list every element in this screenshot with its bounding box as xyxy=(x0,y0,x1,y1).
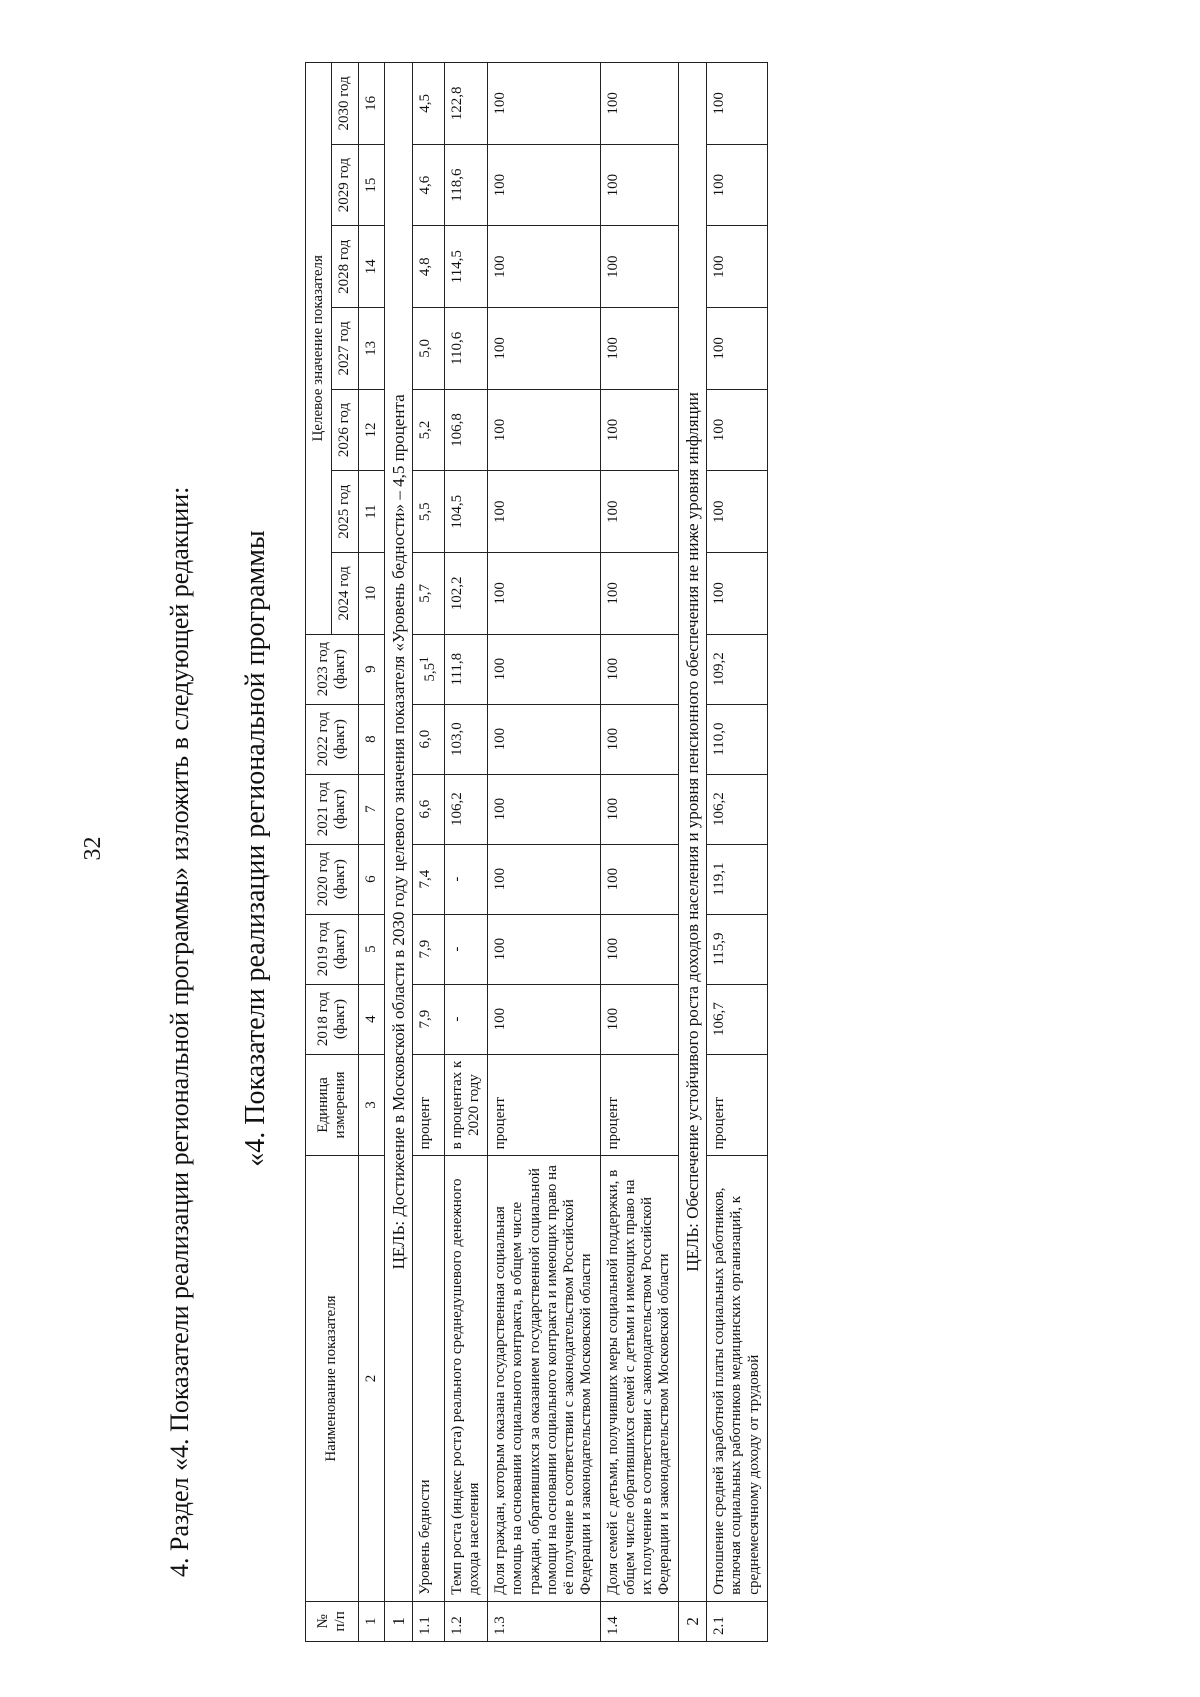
cell-2026: 100 xyxy=(488,389,601,471)
cell-2022: 103,0 xyxy=(444,704,488,774)
cell-2023 xyxy=(413,634,444,704)
cell-2027: 100 xyxy=(488,308,601,390)
cell-2024: 100 xyxy=(707,553,768,635)
footnote-marker: 1 xyxy=(417,656,432,663)
section-title: «4. Показатели реализации региональной программы xyxy=(240,530,271,1167)
cell-2020: 119,1 xyxy=(707,844,768,914)
cell-2029: 4,6 xyxy=(413,144,444,226)
cell-2025: 104,5 xyxy=(444,471,488,553)
header-num: № п/п xyxy=(306,1601,359,1641)
cell-2030: 100 xyxy=(600,63,678,145)
intro-paragraph: 4. Раздел «4. Показатели реализации региональной программы» изложить в следующей редакции: xyxy=(165,486,194,1577)
cell-2028: 114,5 xyxy=(444,226,488,308)
row-num: 1.1 xyxy=(413,1601,444,1641)
table-row xyxy=(413,63,444,1642)
cell-2020: - xyxy=(444,844,488,914)
cell-2027: 110,6 xyxy=(444,308,488,390)
header-2025: 2025 год xyxy=(332,471,358,553)
colnum: 12 xyxy=(358,389,384,471)
cell-2021: 100 xyxy=(488,774,601,844)
cell-2026: 100 xyxy=(707,389,768,471)
cell-2020: 7,4 xyxy=(413,844,444,914)
header-2023: 2023 год (факт) xyxy=(306,634,359,704)
row-num: 1.3 xyxy=(488,1601,601,1641)
cell-2022: 100 xyxy=(488,704,601,774)
colnum: 16 xyxy=(358,63,384,145)
cell-2025: 100 xyxy=(600,471,678,553)
cell-2018: 106,7 xyxy=(707,984,768,1054)
cell-2018: - xyxy=(444,984,488,1054)
cell-2024: 5,7 xyxy=(413,553,444,635)
colnum: 11 xyxy=(358,471,384,553)
row-name: Уровень бедности xyxy=(413,1156,444,1601)
cell-2020: 100 xyxy=(600,844,678,914)
colnum: 10 xyxy=(358,553,384,635)
header-2026: 2026 год xyxy=(332,389,358,471)
header-2024: 2024 год xyxy=(332,553,358,635)
cell-2023-value: 5,5 xyxy=(422,662,439,682)
header-2022: 2022 год (факт) xyxy=(306,704,359,774)
colnum: 1 xyxy=(358,1601,384,1641)
header-unit: Единица измерения xyxy=(306,1054,359,1156)
table-row xyxy=(600,63,678,1642)
row-unit: процент xyxy=(600,1054,678,1156)
table-row xyxy=(707,63,768,1642)
row-name: Темп роста (индекс роста) реального среднедушевого денежного дохода населения xyxy=(444,1156,488,1601)
row-unit: процент xyxy=(413,1054,444,1156)
cell-2028: 100 xyxy=(707,226,768,308)
header-2029: 2029 год xyxy=(332,144,358,226)
header-target-group: Целевое значение показателя xyxy=(306,63,332,635)
cell-2030: 100 xyxy=(707,63,768,145)
cell-2029: 118,6 xyxy=(444,144,488,226)
cell-2023: 100 xyxy=(600,634,678,704)
header-2021: 2021 год (факт) xyxy=(306,774,359,844)
row-name: Отношение средней заработной платы социальных работников, включая социальных работников медицинских организаций, к среднемесячному доходу от трудовой xyxy=(707,1156,768,1601)
row-num: 1.2 xyxy=(444,1601,488,1641)
cell-2025: 100 xyxy=(488,471,601,553)
table-row xyxy=(488,63,601,1642)
colnum: 3 xyxy=(358,1054,384,1156)
cell-2024: 100 xyxy=(600,553,678,635)
header-2018: 2018 год (факт) xyxy=(306,984,359,1054)
row-unit: процент xyxy=(488,1054,601,1156)
cell-2030: 100 xyxy=(488,63,601,145)
cell-2025: 5,5 xyxy=(413,471,444,553)
cell-2022: 110,0 xyxy=(707,704,768,774)
row-name: Доля граждан, которым оказана государственная социальная помощь на основании социального контракта, в общем числе граждан, обратившихся за оказанием государственной социальной помощи на основании социального контракта и имеющих право на её получение в соответствии с законодательством Российской Федерации и законодательством Московской области xyxy=(488,1156,601,1601)
table-row xyxy=(444,63,488,1642)
page-number: 32 xyxy=(80,836,106,861)
row-unit: в процентах к 2020 году xyxy=(444,1054,488,1156)
colnum: 8 xyxy=(358,704,384,774)
goal-row xyxy=(678,63,707,1642)
cell-2019: 115,9 xyxy=(707,914,768,984)
cell-2028: 4,8 xyxy=(413,226,444,308)
cell-2025: 100 xyxy=(707,471,768,553)
row-unit: процент xyxy=(707,1054,768,1156)
cell-2018: 100 xyxy=(488,984,601,1054)
row-name: Доля семей с детьми, получивших меры социальной поддержки, в общем числе обратившихся семей с детьми и имеющих право на их получение в соответствии с законодательством Российской Федерации и законодательством Московской области xyxy=(600,1156,678,1601)
row-num: 1.4 xyxy=(600,1601,678,1641)
row-num: 2.1 xyxy=(707,1601,768,1641)
cell-2024: 100 xyxy=(488,553,601,635)
cell-2024: 102,2 xyxy=(444,553,488,635)
cell-2019: 100 xyxy=(600,914,678,984)
goal-num: 1 xyxy=(384,1601,413,1641)
cell-2018: 7,9 xyxy=(413,984,444,1054)
cell-2027: 100 xyxy=(600,308,678,390)
header-name: Наименование показателя xyxy=(306,1156,359,1601)
cell-2030: 4,5 xyxy=(413,63,444,145)
header-2027: 2027 год xyxy=(332,308,358,390)
colnum: 7 xyxy=(358,774,384,844)
colnum: 15 xyxy=(358,144,384,226)
cell-2028: 100 xyxy=(488,226,601,308)
cell-2023: 109,2 xyxy=(707,634,768,704)
colnum: 9 xyxy=(358,634,384,704)
goal-text: ЦЕЛЬ: Обеспечение устойчивого роста доходов населения и уровня пенсионного обеспечения не ниже уровня инфляции xyxy=(678,63,707,1602)
cell-2019: - xyxy=(444,914,488,984)
colnum: 2 xyxy=(358,1156,384,1601)
header-2019: 2019 год (факт) xyxy=(306,914,359,984)
colnum: 13 xyxy=(358,308,384,390)
goal-text: ЦЕЛЬ: Достижение в Московской области в 2030 году целевого значения показателя «Уровень бедности» – 4,5 процента xyxy=(384,63,413,1602)
cell-2019: 7,9 xyxy=(413,914,444,984)
cell-2021: 106,2 xyxy=(444,774,488,844)
cell-2021: 106,2 xyxy=(707,774,768,844)
cell-2027: 100 xyxy=(707,308,768,390)
colnum: 14 xyxy=(358,226,384,308)
cell-2026: 106,8 xyxy=(444,389,488,471)
colnum: 5 xyxy=(358,914,384,984)
header-2020: 2020 год (факт) xyxy=(306,844,359,914)
cell-2028: 100 xyxy=(600,226,678,308)
cell-2019: 100 xyxy=(488,914,601,984)
colnum: 6 xyxy=(358,844,384,914)
indicators-table xyxy=(305,62,768,1642)
header-row xyxy=(306,63,332,1642)
column-number-row xyxy=(358,63,384,1642)
cell-2029: 100 xyxy=(707,144,768,226)
cell-2023: 100 xyxy=(488,634,601,704)
colnum: 4 xyxy=(358,984,384,1054)
cell-2026: 100 xyxy=(600,389,678,471)
cell-2018: 100 xyxy=(600,984,678,1054)
header-2030: 2030 год xyxy=(332,63,358,145)
cell-2029: 100 xyxy=(600,144,678,226)
cell-2027: 5,0 xyxy=(413,308,444,390)
cell-2020: 100 xyxy=(488,844,601,914)
goal-num: 2 xyxy=(678,1601,707,1641)
cell-2022: 100 xyxy=(600,704,678,774)
cell-2029: 100 xyxy=(488,144,601,226)
cell-2021: 100 xyxy=(600,774,678,844)
cell-2026: 5,2 xyxy=(413,389,444,471)
cell-2021: 6,6 xyxy=(413,774,444,844)
goal-row xyxy=(384,63,413,1642)
header-2028: 2028 год xyxy=(332,226,358,308)
cell-2023: 111,8 xyxy=(444,634,488,704)
cell-2030: 122,8 xyxy=(444,63,488,145)
cell-2022: 6,0 xyxy=(413,704,444,774)
